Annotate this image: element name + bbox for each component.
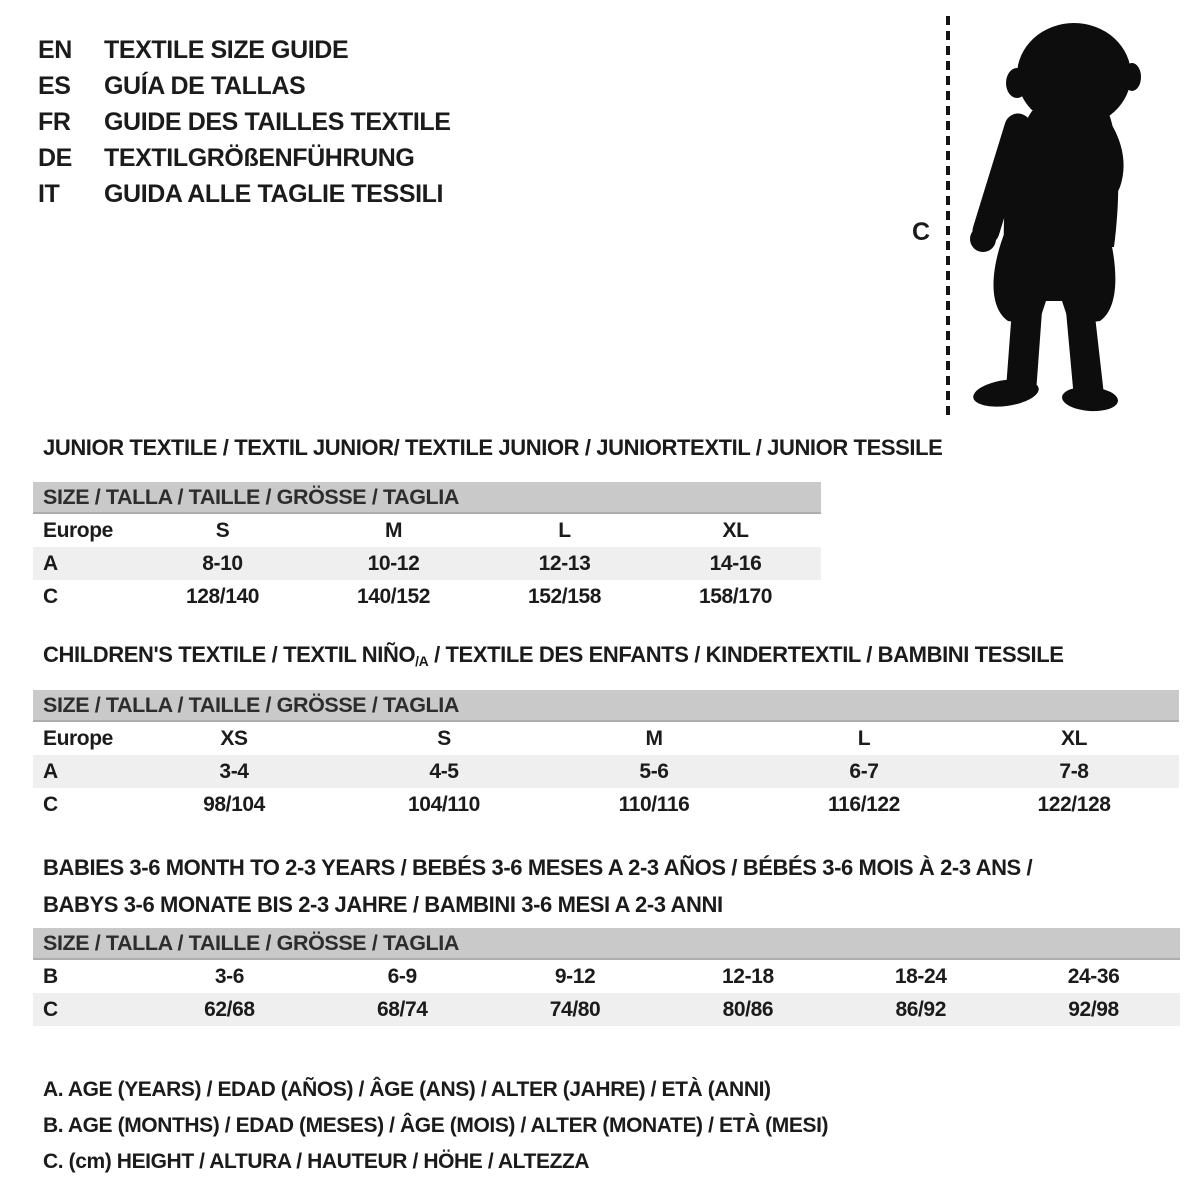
value-cell: 6-7	[759, 755, 969, 788]
value-cell: 7-8	[969, 755, 1179, 788]
table-header-row	[33, 482, 821, 513]
language-code: IT	[38, 180, 60, 208]
value-cell: 12-13	[479, 547, 650, 580]
language-code: EN	[38, 36, 72, 64]
value-cell: 110/116	[618, 792, 690, 816]
language-row	[38, 140, 451, 176]
value-cell: 12-18	[722, 964, 774, 988]
value-cell: 68/74	[316, 993, 489, 1026]
language-title-list	[38, 32, 451, 212]
legend-line-a: A. AGE (YEARS) / EDAD (AÑOS) / ÂGE (ANS) / ALTER (JAHRE) / ETÀ (ANNI)	[43, 1078, 771, 1101]
babies-section-title	[43, 849, 1032, 923]
value-cell: 3-4	[129, 755, 339, 788]
row-label-cell: C	[43, 792, 58, 816]
toddler-silhouette	[962, 18, 1142, 420]
value-cell: 62/68	[143, 993, 316, 1026]
table-row	[33, 513, 821, 547]
value-cell: 14-16	[650, 547, 821, 580]
table-row	[33, 755, 1179, 788]
row-label-cell: A	[33, 755, 129, 788]
table-row	[33, 721, 1179, 755]
value-cell: XS	[220, 726, 248, 750]
value-cell: 98/104	[203, 792, 265, 816]
children-section-title	[43, 642, 1064, 668]
value-cell: 80/86	[661, 993, 834, 1026]
row-label-cell: Europe	[43, 726, 113, 750]
table-row	[33, 547, 821, 580]
size-header-cell: SIZE / TALLA / TAILLE / GRÖSSE / TAGLIA	[33, 690, 1179, 721]
value-cell: 8-10	[137, 547, 308, 580]
babies-title-line2: BABYS 3-6 MONATE BIS 2-3 JAHRE / BAMBINI 3-6 MESI A 2-3 ANNI	[43, 892, 723, 917]
value-cell: S	[215, 518, 230, 542]
size-header-cell: SIZE / TALLA / TAILLE / GRÖSSE / TAGLIA	[33, 928, 1180, 959]
row-label-cell: C	[33, 993, 143, 1026]
value-cell: 6-9	[387, 964, 417, 988]
language-row	[38, 32, 451, 68]
value-cell: M	[645, 726, 663, 750]
value-cell: 122/128	[1037, 792, 1111, 816]
children-title-prefix: CHILDREN'S TEXTILE / TEXTIL NIÑO	[43, 642, 416, 667]
value-cell: S	[437, 726, 451, 750]
value-cell: 140/152	[356, 584, 431, 608]
legend	[43, 1072, 828, 1180]
value-cell: M	[384, 518, 403, 542]
children-title-suffix: / TEXTILE DES ENFANTS / KINDERTEXTIL / BAMBINI TESSILE	[428, 642, 1064, 667]
value-cell: 9-12	[554, 964, 596, 988]
value-cell: 24-36	[1067, 964, 1120, 988]
table-header-row	[33, 690, 1179, 721]
value-cell: XL	[1060, 726, 1088, 750]
row-label-cell: Europe	[43, 518, 113, 542]
table-header-row	[33, 928, 1180, 959]
language-title: TEXTILGRÖßENFÜHRUNG	[104, 144, 415, 172]
value-cell: 152/158	[527, 584, 602, 608]
junior-size-table	[33, 482, 821, 613]
babies-size-table	[33, 928, 1180, 1026]
children-size-table	[33, 690, 1179, 821]
table-row	[33, 959, 1180, 993]
value-cell: L	[857, 726, 871, 750]
junior-section-title: JUNIOR TEXTILE / TEXTIL JUNIOR/ TEXTILE JUNIOR / JUNIORTEXTIL / JUNIOR TESSILE	[43, 435, 943, 460]
size-header-cell: SIZE / TALLA / TAILLE / GRÖSSE / TAGLIA	[33, 482, 821, 513]
value-cell: 104/110	[408, 792, 480, 816]
language-title: GUIDA ALLE TAGLIE TESSILI	[104, 180, 444, 208]
value-cell: 4-5	[339, 755, 549, 788]
table-row	[33, 993, 1180, 1026]
height-measure-label: C	[912, 218, 930, 246]
language-title: TEXTILE SIZE GUIDE	[104, 36, 349, 64]
children-title-subscript: /A	[415, 653, 429, 669]
language-code: DE	[38, 144, 72, 172]
value-cell: 86/92	[834, 993, 1007, 1026]
value-cell: L	[558, 518, 571, 542]
language-code: ES	[38, 72, 71, 100]
row-label-cell: B	[43, 964, 58, 988]
row-label-cell: A	[33, 547, 137, 580]
language-row	[38, 104, 451, 140]
value-cell: 116/122	[828, 792, 900, 816]
babies-title-line1: BABIES 3-6 MONTH TO 2-3 YEARS / BEBÉS 3-6 MESES A 2-3 AÑOS / BÉBÉS 3-6 MOIS À 2-3 ANS /	[43, 855, 1033, 880]
legend-line-b: B. AGE (MONTHS) / EDAD (MESES) / ÂGE (MOIS) / ALTER (MONATE) / ETÀ (MESI)	[43, 1114, 829, 1137]
value-cell: XL	[722, 518, 749, 542]
value-cell: 158/170	[698, 584, 773, 608]
value-cell: 5-6	[549, 755, 759, 788]
language-row	[38, 68, 451, 104]
value-cell: 10-12	[308, 547, 479, 580]
table-row	[33, 580, 821, 613]
language-row	[38, 176, 451, 212]
language-code: FR	[38, 108, 71, 136]
value-cell: 92/98	[1007, 993, 1180, 1026]
row-label-cell: C	[43, 584, 58, 608]
value-cell: 74/80	[489, 993, 662, 1026]
value-cell: 128/140	[185, 584, 260, 608]
value-cell: 3-6	[214, 964, 244, 988]
language-title: GUÍA DE TALLAS	[104, 72, 306, 100]
legend-line-c: C. (cm) HEIGHT / ALTURA / HAUTEUR / HÖHE / ALTEZZA	[43, 1150, 590, 1173]
height-measure-line	[946, 16, 950, 418]
language-title: GUIDE DES TAILLES TEXTILE	[104, 108, 451, 136]
table-row	[33, 788, 1179, 821]
value-cell: 18-24	[894, 964, 947, 988]
